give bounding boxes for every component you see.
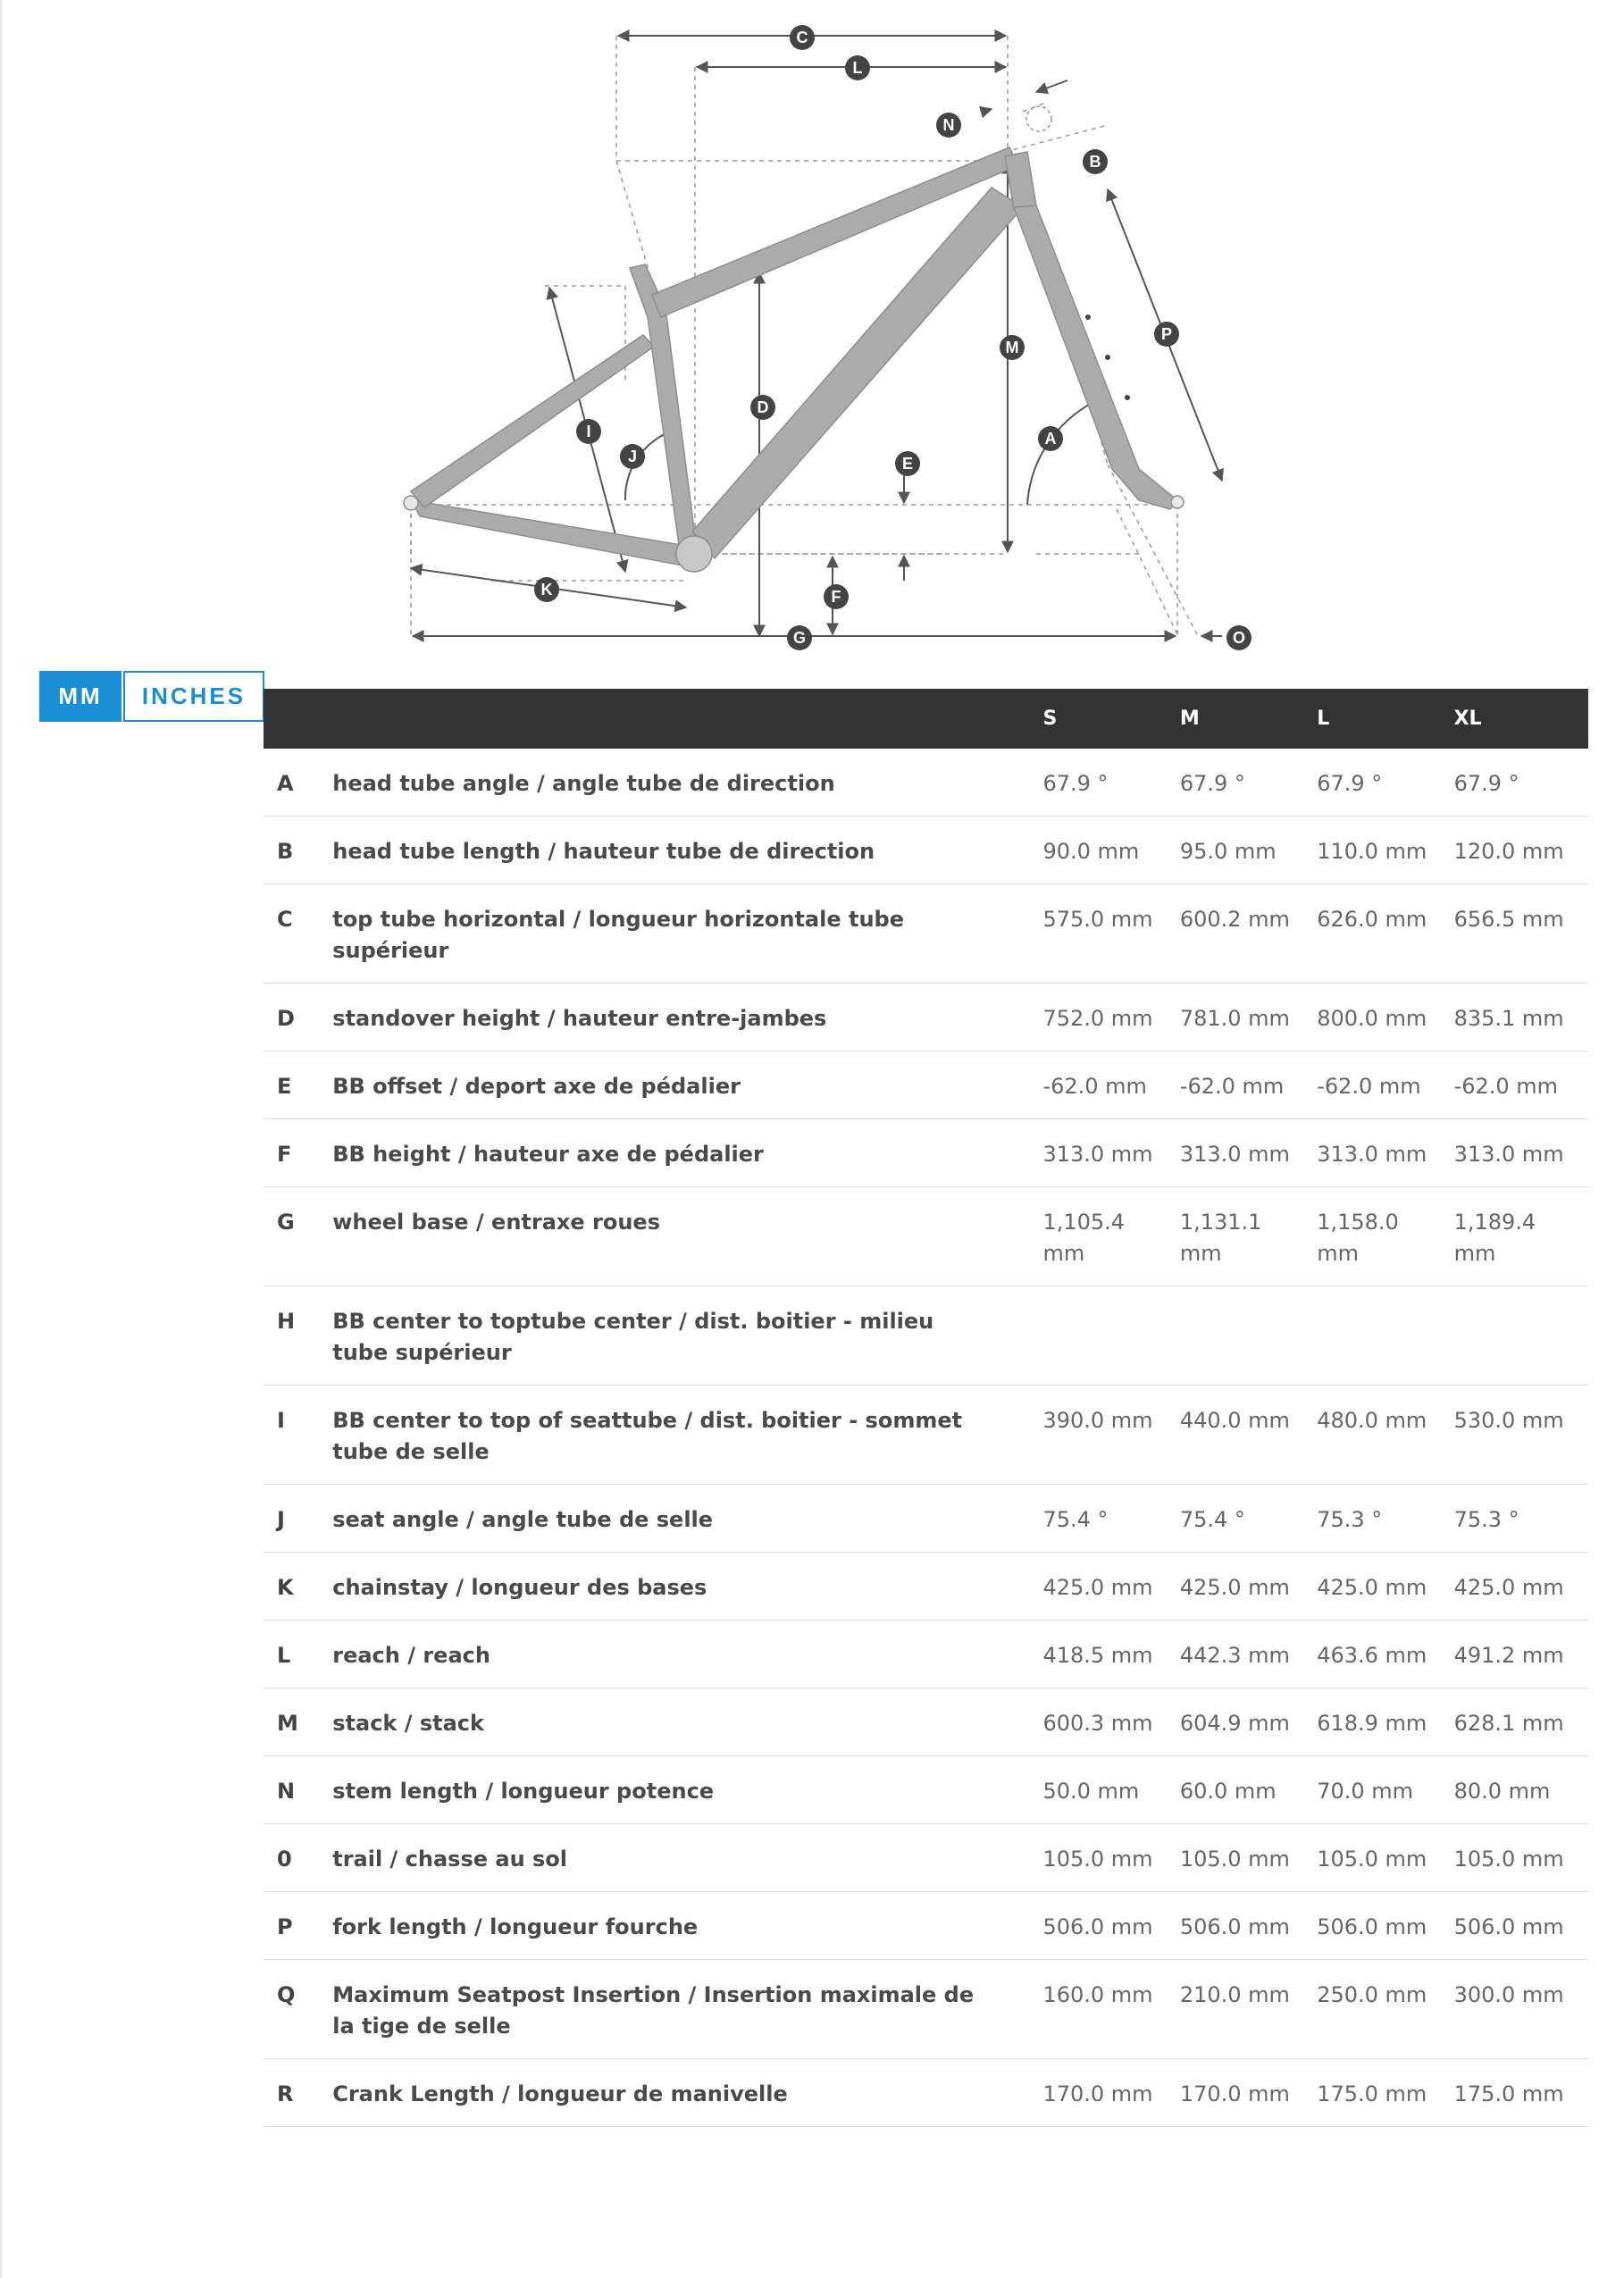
value-size-m: 1,131.1 mm: [1168, 1187, 1304, 1286]
row-letter: B: [264, 817, 332, 884]
marker-label: N: [942, 116, 955, 134]
value-size-m: 600.2 mm: [1168, 884, 1304, 984]
value-size-xl: 75.3 °: [1442, 1485, 1588, 1553]
dimension-arrows: [411, 36, 1222, 636]
marker-d: [750, 395, 775, 420]
value-size-xl: 105.0 mm: [1442, 1824, 1588, 1892]
row-letter: N: [264, 1756, 332, 1824]
row-letter: A: [264, 749, 332, 817]
row-label: BB offset / deport axe de pédalier: [332, 1051, 1030, 1119]
row-letter: 0: [264, 1824, 332, 1892]
unit-inches-button[interactable]: INCHES: [123, 671, 264, 722]
value-size-l: 480.0 mm: [1304, 1386, 1441, 1485]
geometry-table: [264, 689, 1588, 2127]
value-size-s: 67.9 °: [1030, 749, 1167, 817]
row-letter: Q: [264, 1960, 332, 2059]
row-label: BB center to top of seattube / dist. boitier - sommet tube de selle: [332, 1386, 1030, 1485]
value-size-m: 425.0 mm: [1168, 1553, 1304, 1621]
value-size-m: 170.0 mm: [1168, 2059, 1304, 2127]
row-label: head tube angle / angle tube de direction: [332, 749, 1030, 817]
table-row: [264, 1286, 1588, 1386]
value-size-s: 75.4 °: [1030, 1485, 1167, 1553]
value-size-l: -62.0 mm: [1304, 1051, 1441, 1119]
row-letter: L: [264, 1621, 332, 1688]
value-size-l: 313.0 mm: [1304, 1119, 1441, 1187]
marker-m: [1000, 335, 1025, 360]
value-size-xl: 120.0 mm: [1442, 817, 1588, 884]
marker-b: [1083, 149, 1108, 174]
marker-a: [1038, 426, 1063, 451]
value-size-l: 250.0 mm: [1304, 1960, 1441, 2059]
value-size-xl: [1442, 1286, 1588, 1386]
marker-label: M: [1005, 339, 1019, 356]
header-letter: [264, 689, 332, 749]
value-size-l: 175.0 mm: [1304, 2059, 1441, 2127]
value-size-m: 105.0 mm: [1168, 1824, 1304, 1892]
value-size-l: 67.9 °: [1304, 749, 1441, 817]
row-label: stem length / longueur potence: [332, 1756, 1030, 1824]
marker-label: F: [831, 588, 841, 606]
value-size-s: 575.0 mm: [1030, 884, 1167, 984]
value-size-xl: 425.0 mm: [1442, 1553, 1588, 1621]
value-size-m: 506.0 mm: [1168, 1892, 1304, 1960]
marker-g: [787, 625, 812, 650]
table-header-row: [264, 689, 1588, 749]
marker-o: [1226, 625, 1251, 650]
table-row: [264, 1051, 1588, 1119]
value-size-m: -62.0 mm: [1168, 1051, 1304, 1119]
value-size-m: 75.4 °: [1168, 1485, 1304, 1553]
table-row: [264, 884, 1588, 984]
marker-j: [620, 444, 645, 469]
row-letter: F: [264, 1119, 332, 1187]
frame-geometry-diagram: [0, 0, 1624, 661]
row-letter: E: [264, 1051, 332, 1119]
value-size-xl: 835.1 mm: [1442, 984, 1588, 1051]
marker-f: [824, 584, 849, 609]
value-size-m: 604.9 mm: [1168, 1688, 1304, 1756]
value-size-l: 506.0 mm: [1304, 1892, 1441, 1960]
value-size-xl: 1,189.4 mm: [1442, 1187, 1588, 1286]
marker-c: [790, 25, 815, 50]
value-size-s: 313.0 mm: [1030, 1119, 1167, 1187]
marker-label: D: [757, 398, 769, 416]
value-size-xl: 175.0 mm: [1442, 2059, 1588, 2127]
table-row: [264, 1485, 1588, 1553]
unit-mm-button[interactable]: MM: [39, 671, 121, 722]
table-row: [264, 1621, 1588, 1688]
table-row: [264, 817, 1588, 884]
header-size-xl: XL: [1442, 689, 1588, 749]
marker-label: J: [627, 448, 638, 465]
header-size-l: L: [1304, 689, 1441, 749]
row-label: head tube length / hauteur tube de direction: [332, 817, 1030, 884]
marker-label: O: [1232, 629, 1246, 647]
marker-label: P: [1160, 325, 1173, 343]
row-label: reach / reach: [332, 1621, 1030, 1688]
marker-label: E: [901, 455, 914, 473]
value-size-s: 160.0 mm: [1030, 1960, 1167, 2059]
value-size-l: 110.0 mm: [1304, 817, 1441, 884]
value-size-xl: 67.9 °: [1442, 749, 1588, 817]
value-size-l: 1,158.0 mm: [1304, 1187, 1441, 1286]
row-letter: G: [264, 1187, 332, 1286]
table-row: [264, 1960, 1588, 2059]
row-label: wheel base / entraxe roues: [332, 1187, 1030, 1286]
marker-label: C: [796, 29, 808, 46]
value-size-l: 618.9 mm: [1304, 1688, 1441, 1756]
table-row: [264, 1187, 1588, 1286]
value-size-s: 50.0 mm: [1030, 1756, 1167, 1824]
value-size-l: [1304, 1286, 1441, 1386]
value-size-l: 75.3 °: [1304, 1485, 1441, 1553]
row-label: fork length / longueur fourche: [332, 1892, 1030, 1960]
value-size-m: 60.0 mm: [1168, 1756, 1304, 1824]
table-row: [264, 1688, 1588, 1756]
row-letter: J: [264, 1485, 332, 1553]
header-size-m: M: [1168, 689, 1304, 749]
value-size-s: [1030, 1286, 1167, 1386]
bike-frame: [404, 147, 1184, 572]
row-letter: M: [264, 1688, 332, 1756]
row-letter: P: [264, 1892, 332, 1960]
marker-e: [895, 451, 920, 476]
header-size-s: S: [1030, 689, 1167, 749]
row-label: top tube horizontal / longueur horizontale tube supérieur: [332, 884, 1030, 984]
value-size-s: 418.5 mm: [1030, 1621, 1167, 1688]
table-row: [264, 1892, 1588, 1960]
value-size-m: 440.0 mm: [1168, 1386, 1304, 1485]
value-size-xl: 491.2 mm: [1442, 1621, 1588, 1688]
marker-label: I: [586, 423, 591, 440]
value-size-s: 506.0 mm: [1030, 1892, 1167, 1960]
value-size-m: [1168, 1286, 1304, 1386]
row-label: seat angle / angle tube de selle: [332, 1485, 1030, 1553]
table-row: [264, 2059, 1588, 2127]
row-letter: I: [264, 1386, 332, 1485]
value-size-m: 313.0 mm: [1168, 1119, 1304, 1187]
marker-k: [534, 577, 559, 602]
value-size-xl: 530.0 mm: [1442, 1386, 1588, 1485]
marker-label: K: [540, 581, 553, 599]
row-letter: D: [264, 984, 332, 1051]
value-size-s: -62.0 mm: [1030, 1051, 1167, 1119]
row-label: Crank Length / longueur de manivelle: [332, 2059, 1030, 2127]
table-row: [264, 749, 1588, 817]
value-size-s: 90.0 mm: [1030, 817, 1167, 884]
value-size-l: 463.6 mm: [1304, 1621, 1441, 1688]
row-label: trail / chasse au sol: [332, 1824, 1030, 1892]
value-size-l: 70.0 mm: [1304, 1756, 1441, 1824]
value-size-s: 425.0 mm: [1030, 1553, 1167, 1621]
value-size-s: 390.0 mm: [1030, 1386, 1167, 1485]
table-row: [264, 1119, 1588, 1187]
marker-l: [845, 55, 870, 80]
geometry-table-body: [264, 749, 1588, 2127]
table-row: [264, 1553, 1588, 1621]
value-size-xl: 628.1 mm: [1442, 1688, 1588, 1756]
row-label: standover height / hauteur entre-jambes: [332, 984, 1030, 1051]
value-size-m: 67.9 °: [1168, 749, 1304, 817]
marker-p: [1154, 322, 1179, 347]
value-size-s: 752.0 mm: [1030, 984, 1167, 1051]
value-size-m: 95.0 mm: [1168, 817, 1304, 884]
value-size-l: 105.0 mm: [1304, 1824, 1441, 1892]
header-label: [332, 689, 1030, 749]
row-label: BB height / hauteur axe de pédalier: [332, 1119, 1030, 1187]
value-size-m: 442.3 mm: [1168, 1621, 1304, 1688]
row-label: chainstay / longueur des bases: [332, 1553, 1030, 1621]
value-size-s: 170.0 mm: [1030, 2059, 1167, 2127]
row-label: BB center to toptube center / dist. boitier - milieu tube supérieur: [332, 1286, 1030, 1386]
marker-n: [936, 113, 961, 138]
stem-circle: [1026, 106, 1051, 131]
marker-label: A: [1044, 430, 1057, 448]
row-letter: C: [264, 884, 332, 984]
row-letter: R: [264, 2059, 332, 2127]
value-size-s: 1,105.4 mm: [1030, 1187, 1167, 1286]
value-size-l: 425.0 mm: [1304, 1553, 1441, 1621]
value-size-l: 626.0 mm: [1304, 884, 1441, 984]
marker-label: L: [852, 59, 863, 77]
value-size-xl: 656.5 mm: [1442, 884, 1588, 984]
table-row: [264, 1756, 1588, 1824]
value-size-xl: 313.0 mm: [1442, 1119, 1588, 1187]
value-size-xl: -62.0 mm: [1442, 1051, 1588, 1119]
value-size-xl: 80.0 mm: [1442, 1756, 1588, 1824]
marker-i: [576, 419, 601, 444]
marker-label: G: [792, 629, 807, 647]
value-size-s: 105.0 mm: [1030, 1824, 1167, 1892]
value-size-m: 781.0 mm: [1168, 984, 1304, 1051]
row-letter: H: [264, 1286, 332, 1386]
table-row: [264, 984, 1588, 1051]
row-letter: K: [264, 1553, 332, 1621]
table-row: [264, 1386, 1588, 1485]
table-row: [264, 1824, 1588, 1892]
value-size-s: 600.3 mm: [1030, 1688, 1167, 1756]
marker-label: B: [1089, 153, 1101, 171]
row-label: Maximum Seatpost Insertion / Insertion maximale de la tige de selle: [332, 1960, 1030, 2059]
value-size-m: 210.0 mm: [1168, 1960, 1304, 2059]
value-size-xl: 300.0 mm: [1442, 1960, 1588, 2059]
row-label: stack / stack: [332, 1688, 1030, 1756]
value-size-xl: 506.0 mm: [1442, 1892, 1588, 1960]
unit-toggle: [39, 671, 264, 722]
value-size-l: 800.0 mm: [1304, 984, 1441, 1051]
